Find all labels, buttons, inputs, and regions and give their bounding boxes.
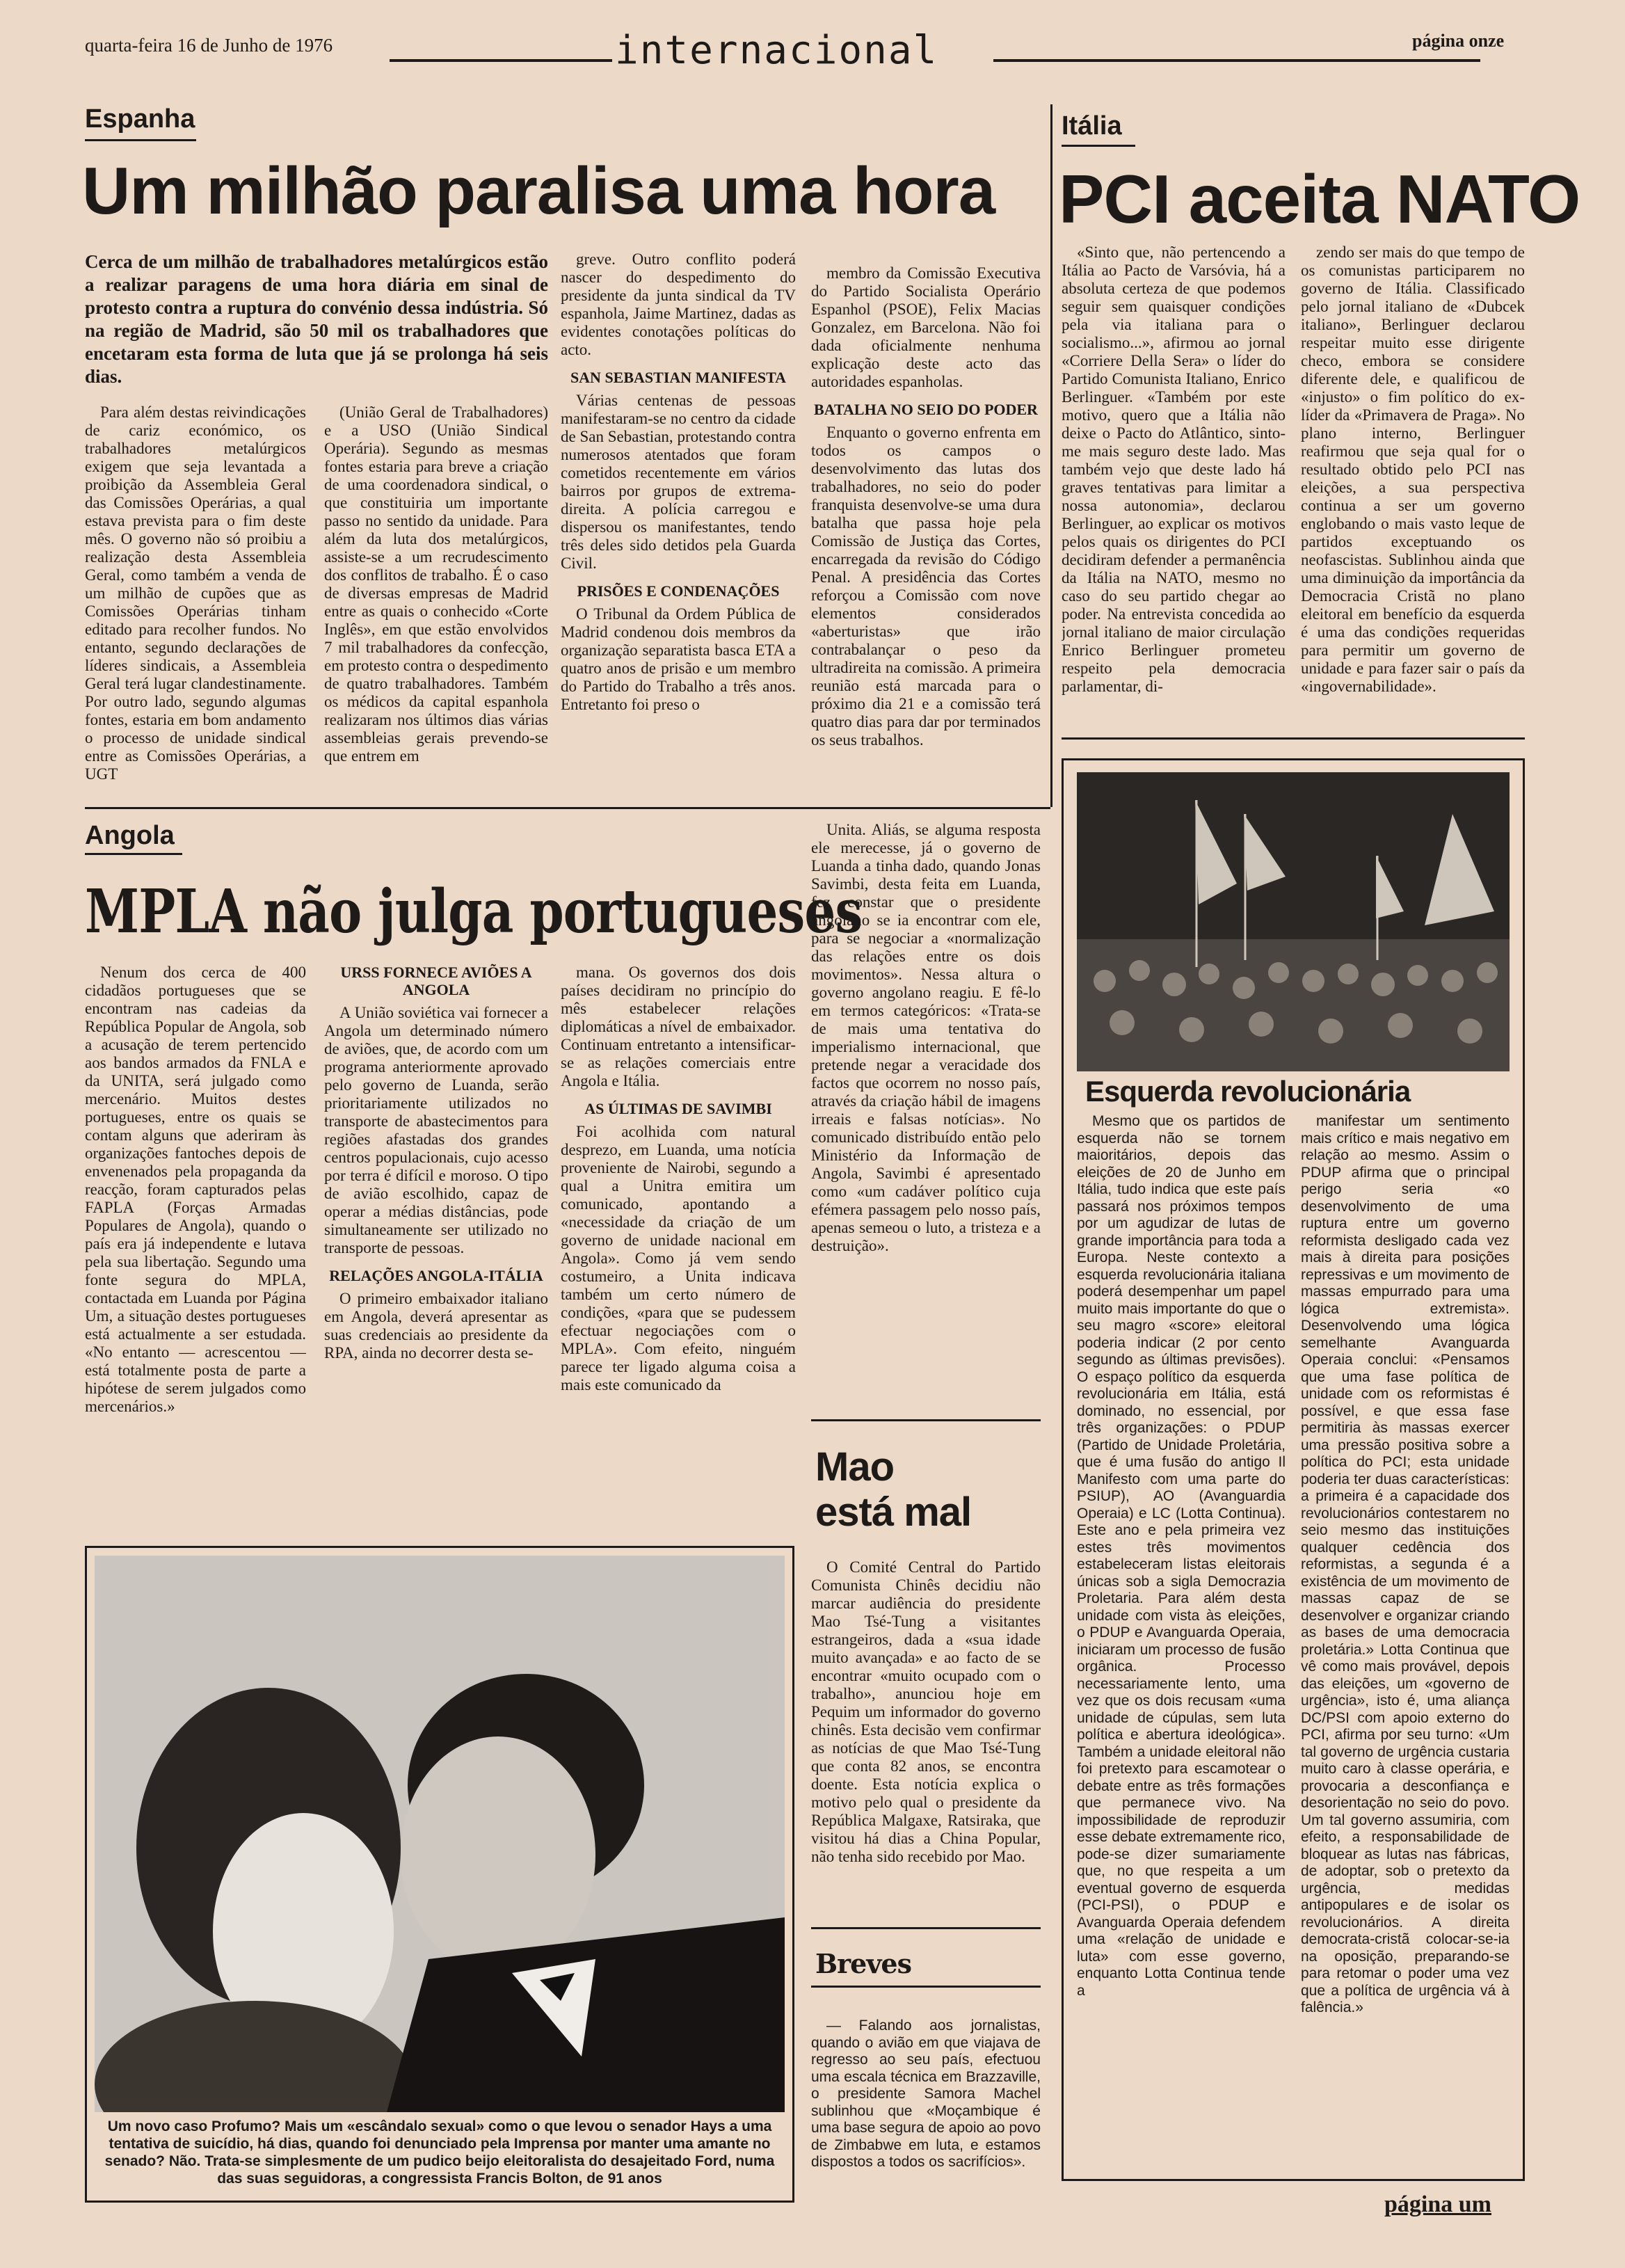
spain-col4b-text: Enquanto o governo enfrenta em todos os campos o desenvolvimento das lutas dos trabalhadores, no seio do poder franquista desenvolve-se uma dura batalha que passa hoje pela Comissão de Justiça das Cortes, encarregada da revisão do Código Penal. A presidência das Cortes reforçou a Comissão com nove elementos considerados «aberturistas» que irão contrabalançar o peso da ultradireita na comissão. A primeira reunião está marcada para o próximo dia 21 e a comissão terá quatro dias para dar por terminados os seus trabalhos.: [811, 424, 1041, 749]
spain-subhead-prisoes: PRISÕES E CONDENAÇÕES: [577, 582, 780, 600]
angola-column-1: [85, 964, 306, 1541]
masthead-rule-right: [993, 59, 1480, 62]
angola-kicker: Angola: [85, 821, 175, 850]
breves-column: [811, 2018, 1041, 2191]
esquerda-col2-text: manifestar um sentimento mais crítico e mais negativo em relação ao mesmo. Assim o PDUP afirma que o principal perigo seria «o desenvolvimento de uma ruptura entre um governo reformista desligado cada vez mais à direita para posições repressivas e um movimento de massas empurrado para uma lógica extremista». Desenvolvendo uma lógica semelhante Avanguarda Operaia conclui: «Pensamos que uma fase política de unidade com os reformistas é possível, e que essa fase permitiria às massas exercer uma pressão positiva sobre a política do PCI; esta unidade poderia ter duas características: a primeira é a capacidade dos revolucionários contestarem no seio mesmo das instituições qualquer cedência dos reformistas, a segunda é a existência de um movimento de massas capaz de se desenvolver e organizar criando as bases de uma democracia proletária.» Lotta Continua que vê como mais provável, depois das eleições, um «governo de urgência», isto é, uma aliança DC/PSI com apoio externo do PCI, afirma por seu turno: «Um tal governo de urgência custaria muito caro à classe operária, e provocaria a desconfiança e desorientação no seio do povo. Um tal governo assumiria, com efeito, a responsabilidade de bloquear as lutas nas fábricas, de adoptar, sob o pretexto da urgência, medidas antipopulares e de isolar os revolucionários. A direita democrata-cristã colocar-se-ia na oposição, preparando-se para retomar o poder uma vez que a política de urgência vá à falência.»: [1301, 1113, 1510, 2015]
mao-column: [811, 1558, 1041, 1920]
angola-col4-text: Unita. Aliás, se alguma resposta ele merecesse, já o governo de Luanda a tinha dado, quando Jonas Savimbi, desta feita em Luanda, fez constar que o presidente angolano se ia encontrar com ele, para se negociar a «normalização das relações entre os dois movimentos». Nessa altura o governo angolano reagiu. E fê-lo em termos categóricos: «Trata-se de mais uma tentativa do imperialismo internacional, que pretende negar a veracidade dos factos que ocorrem no nosso país, através da criação hábil de imagens irreais e falsas notícias». No comunicado distribuído então pelo Ministério da Informação de Angola, Savimbi é apresentado como «um cadáver político cuja efémera passagem pelo nosso país, apenas semeou o luto, a tristeza e a destruição».: [811, 821, 1041, 1254]
mao-headline-line1: Mao: [815, 1444, 894, 1490]
italy-kicker-rule: [1062, 145, 1135, 147]
italy-column-1: [1062, 243, 1286, 730]
breves-top-rule: [811, 1927, 1041, 1929]
italy-col1-text: «Sinto que, não pertencendo a Itália ao Pacto de Varsóvia, há a absoluta certeza de que podemos seguir sem quaisquer condições pela via italiana para o socialismo...», afirmou ao jornal «Corriere Della Sera» o líder do Partido Comunista Italiano, Enrico Berlinguer. «Também por este motivo, quero que a Itália não deixe o Pacto do Atlântico, sinto-me mais seguro deste lado. Mas também vejo que deste lado há graves tentativas para limitar a nossa autonomia», declarou Berlinguer, ao explicar os motivos pelos quais os dirigentes do PCI decidiram defender a permanência da Itália na NATO, mesmo no caso do seu partido chegar ao poder. Na entrevista concedida ao jornal italiano de maior circulação Enrico Berlinguer prometeu respeito pela democracia parlamentar, di-: [1062, 243, 1286, 695]
spain-column-1: [85, 404, 306, 800]
masthead-rule-left: [390, 59, 612, 62]
esquerda-headline: Esquerda revolucionária: [1085, 1075, 1411, 1108]
section-rule: [85, 807, 1050, 809]
spain-col1-text: Para além destas reivindicações de cariz económico, os trabalhadores metalúrgicos exigem que seja levantada a proibição da Assembleia Geral das Comissões Operárias, a qual estava prevista para o fim deste mês. O governo não só proibiu a realização desta Assembleia Geral, como também a venda de um milhão de cupões que as Comissões Operárias tinham editado para recolher fundos. No entanto, segundo declarações de líderes sindicais, a Assembleia Geral terá lugar clandestinamente. Por outro lado, segundo algumas fontes, estaria em bom andamento o processo de unidade sindical entre as Comissões Operárias, a UGT: [85, 404, 306, 783]
angola-col2b-text: O primeiro embaixador italiano em Angola, deverá apresentar as suas credenciais ao presidente da RPA, ainda no decorrer desta se-: [324, 1290, 548, 1361]
italy-col2-text: zendo ser mais do que tempo de os comunistas participarem no governo de Itália. Classificado pelo jornal italiano de «Dubcek italiano», Berlinguer declarou respeitar muito esse dirigente checo, embora se considere diferente dele, e qualificou de «injusto» o fim político do ex-líder da «Primavera de Praga». No plano interno, Berlinguer reafirmou que seja qual for o resultado obtido pelo PCI nas eleições, a sua perspectiva continua a ser um governo englobando o mais vasto leque de partidos exceptuando os neofascistas. Sublinhou ainda que uma diminuição da importância da Democracia Cristã no plano eleitoral em benefício da esquerda é uma das condições requeridas para permitir um governo de unidade e para fazer sair o país da «ingovernabilidade».: [1301, 243, 1525, 695]
italy-rule: [1062, 737, 1525, 740]
angola-col1-text: Nenum dos cerca de 400 cidadãos portugueses que se encontram nas cadeias da República Popular de Angola, sob a acusação de terem pertencido aos bandos armados da FNLA e da UNITA, será julgado como mercenário. Muitos destes portugueses, entre os quais se contam alguns que aderiram às organizações fantoches depois de envenenados pela propaganda da reacção, foram capturados pelas FAPLA (Forças Armadas Populares de Angola), quando o país era já independente e lutava pela sua libertação. Segundo uma fonte segura do MPLA, contactada em Luanda por Página Um, a situação destes portugueses está actualmente a ser estudada. «No entanto — acrescentou — está totalmente posta de parte a hipótese de serem julgados como mercenários.»: [85, 964, 306, 1415]
ford-photo-caption: Um novo caso Profumo? Mais um «escândalo sexual» como o que levou o senador Hays a uma tentativa de suicídio, há dias, quando foi denunciado pela Imprensa por manter uma amante no senado? Não. Trata-se simplesmente de um pudico beijo eleitoralista do desajeitado Ford, numa das suas seguidoras, a congressista Francis Bolton, de 91 anos: [104, 2118, 775, 2187]
footer-label: página um: [1384, 2191, 1491, 2217]
mao-top-rule: [811, 1419, 1041, 1421]
angola-kicker-rule: [85, 853, 182, 855]
angola-col2a-text: A União soviética vai fornecer a Angola um determinado número de aviões, que, de acordo com um programa anteriormente aprovado pelo governo de Luanda, serão prioritariamente utilizados no transporte de abastecimentos para regiões afastadas dos grandes centros populacionais, cujo acesso por terra é difícil e moroso. O tipo de avião escolhido, capaz de operar a médias distâncias, pode simultaneamente ser utilizado no transporte de pessoas.: [324, 1004, 548, 1256]
mao-headline-line2: está mal: [815, 1490, 972, 1535]
spain-column-2: [324, 404, 548, 800]
column-divider: [1050, 104, 1052, 807]
spain-kicker: Espanha: [85, 104, 195, 134]
angola-column-4: [811, 821, 1041, 1398]
section-title: internacional: [615, 28, 938, 73]
italy-kicker: Itália: [1062, 111, 1122, 141]
spain-headline: Um milhão paralisa uma hora: [82, 154, 995, 228]
angola-subhead-relacoes: RELAÇÕES ANGOLA-ITÁLIA: [329, 1267, 543, 1284]
angola-col3a-text: mana. Os governos dos dois países decidiram no princípio do mês estabelecer relações diplomáticas a nível de embaixador. Continuam entretanto a intensificar-se as relações comerciais entre Angola e Itália.: [561, 964, 796, 1089]
italy-column-2: [1301, 243, 1525, 730]
angola-subhead-savimbi: AS ÚLTIMAS DE SAVIMBI: [584, 1100, 772, 1117]
angola-headline: MPLA não julga portugueses: [85, 877, 863, 947]
spain-column-3: [561, 250, 796, 800]
breves-headline: Breves: [815, 1948, 911, 1979]
spain-kicker-rule: [85, 139, 196, 141]
spain-col3a-text: greve. Outro conflito poderá nascer do despedimento do presidente da junta sindical da TV espanhola, Jaime Martinez, dadas as evidentes conotações políticas do acto.: [561, 250, 796, 358]
rally-photo: [1077, 772, 1510, 1071]
angola-col3b-text: Foi acolhida com natural desprezo, em Luanda, uma notícia proveniente de Nairobi, segundo a qual a Unitra emitira um comunicado, apontando a «necessidade da criação de um governo de unidade nacional em Angola». Como já vem sendo costumeiro, a Unita indicava também um certo número de condições, «para que se pudessem efectuar negociações com o MPLA». Com efeito, ninguém parece ter ligado alguma coisa a mais este comunicado da: [561, 1123, 796, 1393]
spain-column-4: [811, 264, 1041, 800]
angola-subhead-urss: URSS FORNECE AVIÕES A ANGOLA: [340, 964, 532, 998]
angola-column-2: [324, 964, 548, 1541]
breves-rule: [811, 1986, 1041, 1988]
breves-body-text: — Falando aos jornalistas, quando o avião em que viajava de regresso ao seu país, efectuou uma escala técnica em Brazzaville, o presidente Samora Machel sublinhou que «Moçambique é uma base segura de apoio ao povo de Zimbabwe em luta, e estamos dispostos a todos os sacrifícios».: [811, 2018, 1041, 2170]
italy-headline: PCI aceita NATO: [1059, 161, 1580, 237]
ford-photo: [95, 1556, 785, 2112]
spain-subhead-batalha: BATALHA NO SEIO DO PODER: [814, 401, 1038, 418]
issue-date: quarta-feira 16 de Junho de 1976: [85, 35, 333, 56]
spain-col2-text: (União Geral de Trabalhadores) e a USO (União Sindical Operária). Segundo as mesmas fontes estaria para breve a criação de uma coordenadora sindical, o que constituiria um importante passo no sentido da unidade. Para além da luta dos metalúrgicos, assiste-se a um recrudescimento dos conflitos de trabalho. É o caso de diversas empresas de Madrid entre as quais o conhecido «Corte Inglês», em que estão envolvidos 7 mil trabalhadores da confecção, em protesto contra o despedimento de quatro trabalhadores. Também os médicos da capital espanhola realizaram nos últimos dias várias assembleias gerais prevendo-se que entrem em: [324, 404, 548, 765]
spain-col4a-text: membro da Comissão Executiva do Partido Socialista Operário Espanhol (PSOE), Felix Macias Gonzalez, em Barcelona. Não foi dada oficialmente nenhuma explicação deste acto das autoridades espanholas.: [811, 264, 1041, 390]
mao-body-text: O Comité Central do Partido Comunista Chinês decidiu não marcar audiência do presidente Mao Tsé-Tung a visitantes estrangeiros, dada a «sua idade muito avançada» e ao facto de se encontrar «muito ocupado com o trabalho», anunciou hoje em Pequim um informador do governo chinês. Esta decisão vem confirmar as notícias de que Mao Tsé-Tung que conta 82 anos, se encontra doente. Esta notícia explica o motivo pelo qual o presidente da República Malgaxe, Ratsiraka, que visitou há dias a China Popular, não tenha sido recebido por Mao.: [811, 1558, 1041, 1865]
esquerda-col1-text: Mesmo que os partidos de esquerda não se tornem maioritários, depois das eleições de 20 de Junho em Itália, tudo indica que este país passará nos próximos tempos por um agudizar de lutas de grande importância para toda a Europa. Neste contexto a esquerda revolucionária italiana poderá desempenhar um papel muito mais importante do que o seu magro «score» eleitoral poderia indicar (2 por cento segundo as últimas previsões). O espaço político da esquerda revolucionária em Itália, está dominado, no essencial, por três organizações: o PDUP (Partido de Unidade Proletária, que é uma fusão do antigo Il Manifesto com uma parte do PSIUP), AO (Avanguardia Operaia) e LC (Lotta Continua). Este ano e pela primeira vez estes três movimentos estabeleceram listas eleitorais únicas sob a sigla Democrazia Proletaria. Para além desta unidade com vista às eleições, o PDUP e Avanguarda Operaia, iniciaram um processo de fusão orgânica. Processo necessariamente lento, uma vez que os dois recusam «uma unidade de cúpulas, sem luta política e abertura ideológica». Também a unidade eleitoral não foi pretexto para escamotear o debate entre as três formações que permanece vivo. Na impossibilidade de reproduzir esse debate extremamente rico, pode-se dizer sumariamente que, no que respeita a um eventual governo de esquerda (PCI-PSI), o PDUP e Avanguarda Operaia defendem uma «relação de unidade e luta» com esse governo, enquanto Lotta Continua tende a: [1077, 1113, 1286, 1999]
rally-crowd-image: [1077, 772, 1510, 1071]
esquerda-column-1: [1077, 1113, 1286, 2171]
spain-col3b-text: Várias centenas de pessoas manifestaram-se no centro da cidade de San Sebastian, protestando contra numerosos atentados que foram cometidos recentemente em vários bairros por grupos de extrema-direita. A polícia carregou e dispersou os manifestantes, tendo três deles sido detidos pela Guarda Civil.: [561, 392, 796, 572]
spain-lead: Cerca de um milhão de trabalhadores metalúrgicos estão a realizar paragens de uma hora diária em sinal de protesto contra a ruptura do convénio dessa indústria. Só na região de Madrid, são 50 mil os trabalhadores que encetaram esta forma de luta que já se prolonga há seis dias.: [85, 251, 548, 387]
ford-kiss-image: [95, 1556, 785, 2112]
page-number: página onze: [1412, 31, 1505, 51]
spain-col3c-text: O Tribunal da Ordem Pública de Madrid condenou dois membros da organização separatista basca ETA a quatro anos de prisão e um membro do Partido do Trabalho a três anos. Entretanto foi preso o: [561, 605, 796, 713]
esquerda-column-2: [1301, 1113, 1510, 2171]
spain-subhead-san-sebastian: SAN SEBASTIAN MANIFESTA: [570, 369, 787, 386]
angola-column-3: [561, 964, 796, 1541]
